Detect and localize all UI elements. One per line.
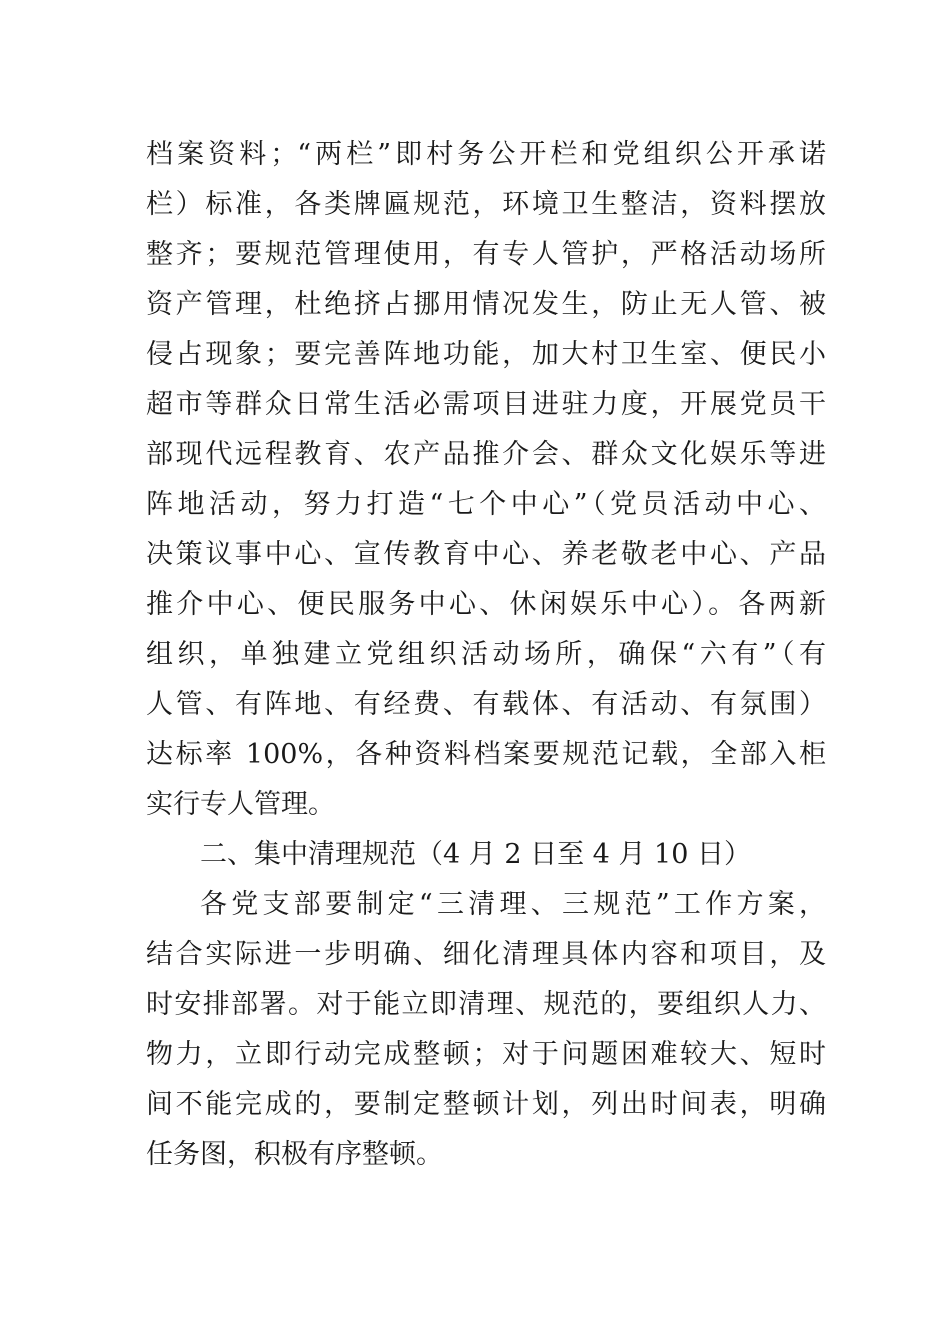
text-line: 各党支部要制定“三清理、三规范”工作方案， [200, 889, 826, 920]
text-line: 时安排部署。对于能立即清理、规范的，要组织人力、 [146, 989, 826, 1020]
text-line: 整齐；要规范管理使用，有专人管护，严格活动场所 [146, 239, 826, 270]
document-body [146, 130, 826, 1180]
text-line: 部现代远程教育、农产品推介会、群众文化娱乐等进 [146, 439, 826, 470]
text-line: 档案资料；“两栏”即村务公开栏和党组织公开承诺 [146, 139, 826, 170]
text-line: 人管、有阵地、有经费、有载体、有活动、有氛围） [146, 689, 826, 720]
text-line: 任务图，积极有序整顿。 [146, 1139, 443, 1170]
text-line: 组织，单独建立党组织活动场所，确保“六有”（有 [146, 639, 826, 670]
text-line: 决策议事中心、宣传教育中心、养老敬老中心、产品 [146, 539, 826, 570]
text-line: 物力，立即行动完成整顿；对于问题困难较大、短时 [146, 1039, 826, 1070]
text-line: 侵占现象；要完善阵地功能，加大村卫生室、便民小 [146, 339, 826, 370]
text-line: 达标率 100%，各种资料档案要规范记载，全部入柜 [146, 739, 826, 770]
text-line: 推介中心、便民服务中心、休闲娱乐中心）。各两新 [146, 589, 826, 620]
text-line: 超市等群众日常生活必需项目进驻力度，开展党员干 [146, 389, 826, 420]
section-heading: 二、集中清理规范（4 月 2 日至 4 月 10 日） [200, 839, 751, 870]
text-line: 资产管理，杜绝挤占挪用情况发生，防止无人管、被 [146, 289, 826, 320]
text-line: 间不能完成的，要制定整顿计划，列出时间表，明确 [146, 1089, 826, 1120]
text-line: 结合实际进一步明确、细化清理具体内容和项目，及 [146, 939, 826, 970]
text-line: 实行专人管理。 [146, 789, 335, 820]
text-line: 阵地活动，努力打造“七个中心”（党员活动中心、 [146, 489, 826, 520]
text-line: 栏）标准，各类牌匾规范，环境卫生整洁，资料摆放 [146, 189, 826, 220]
